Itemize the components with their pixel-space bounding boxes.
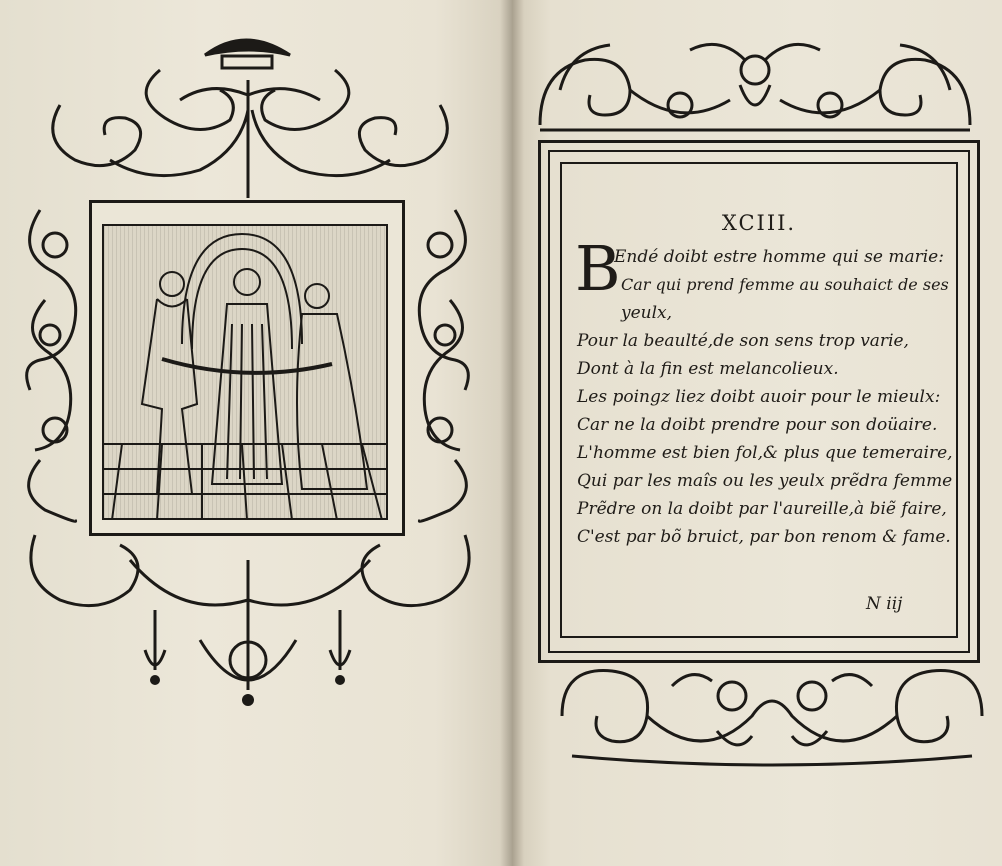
poem-line: Pour la beaulté,de son sens trop varie, <box>577 331 909 351</box>
right-bottom-ornament <box>552 656 992 776</box>
drop-cap: B <box>575 232 621 305</box>
poem-line: L'homme est bien fol,& plus que temeraire, <box>577 443 953 463</box>
poem-line: Qui par les maîs ou les yeulx prẽdra femme <box>577 471 953 491</box>
woodcut-figures <box>102 224 388 520</box>
poem-line: yeulx, <box>621 303 673 323</box>
right-top-ornament <box>530 30 980 142</box>
poem-line: Prẽdre on la doibt par l'aureille,à biẽ faire, <box>577 499 947 519</box>
poem-line: Car qui prend femme au souhaict de ses <box>621 275 949 294</box>
poem-numeral: XCIII. <box>721 211 797 235</box>
poem-line: Car ne la doibt prendre pour son doüaire. <box>577 415 938 435</box>
signature-mark: N iij <box>866 594 903 614</box>
poem-line: Dont à la fin est melancolieux. <box>577 359 839 379</box>
poem-line: C'est par bõ bruict, par bon renom & fame. <box>577 527 951 547</box>
poem-line: Endé doibt estre homme qui se marie: <box>614 247 944 267</box>
poem-line: Les poingz liez doibt auoir pour le mieulx: <box>577 387 941 407</box>
